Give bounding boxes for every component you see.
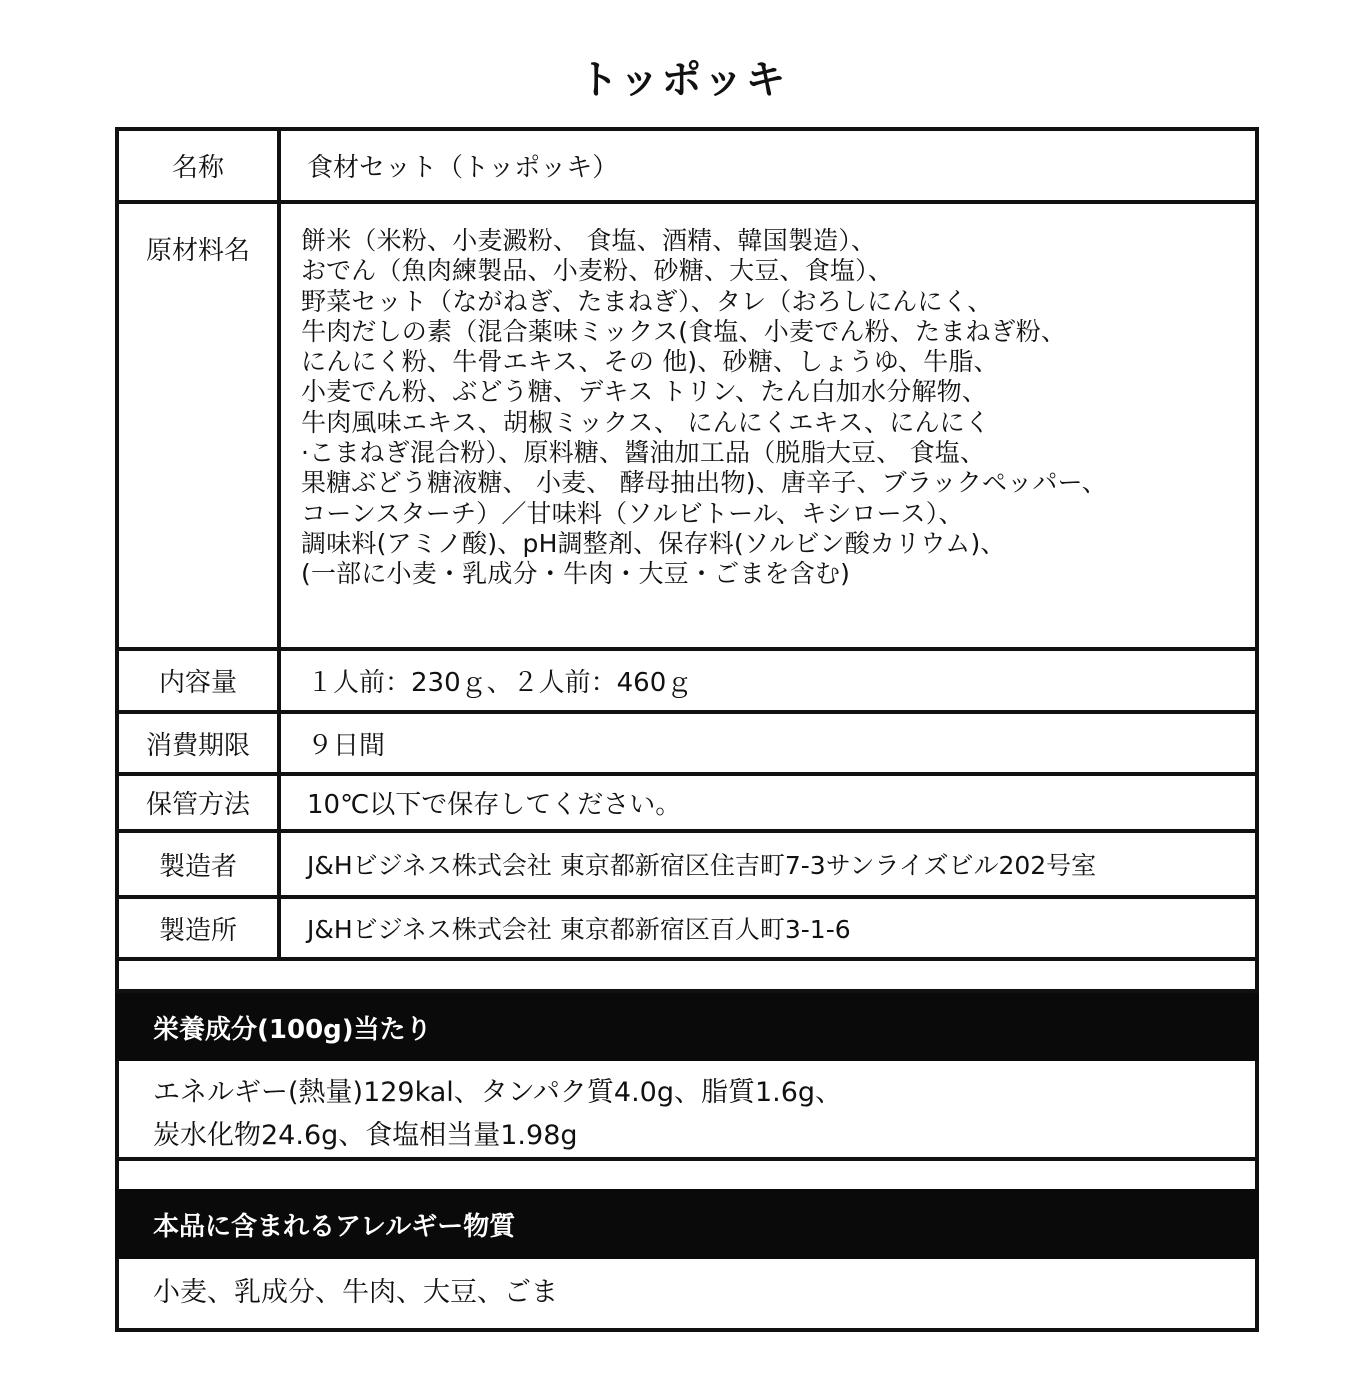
- ingredient-list: [301, 226, 1107, 590]
- ingredient-line: (一部に小麦・乳成分・牛肉・大豆・ごまを含む): [301, 559, 851, 589]
- row-expiry: [119, 714, 1255, 776]
- nutrition-heading: 栄養成分(100g)当たり: [115, 993, 1259, 1061]
- row-name-label: 名称: [119, 131, 281, 200]
- row-ingredients: [119, 204, 1255, 651]
- ingredient-line: 小麦でん粉、ぶどう糖、デキス トリン、たん白加水分解物、: [301, 377, 988, 407]
- row-factory: [119, 899, 1255, 961]
- row-storage: [119, 776, 1255, 833]
- ingredient-line: ·こまねぎ混合粉）、原料糖、醬油加工品（脱脂大豆、 食塩、: [301, 438, 986, 468]
- row-factory-value: J&Hビジネス株式会社 東京都新宿区百人町3-1-6: [307, 915, 851, 944]
- allergen-heading: 本品に含まれるアレルギー物質: [115, 1189, 1259, 1259]
- row-name-value: 食材セット（トッポッキ）: [307, 153, 619, 183]
- ingredient-line: 牛肉だしの素（混合薬味ミックス(食塩、小麦でん粉、たまねぎ粉、: [301, 316, 1067, 346]
- row-manufacturer-label: 製造者: [119, 833, 281, 895]
- label-table: [115, 127, 1259, 1332]
- ingredient-line: コーンスターチ）／甘味料（ソルビトール、キシロース）、: [301, 498, 964, 528]
- ingredient-line: おでん（魚肉練製品、小麦粉、砂糖、大豆、食塩）、: [301, 256, 894, 286]
- row-manufacturer: [119, 833, 1255, 899]
- row-quantity: [119, 651, 1255, 714]
- ingredient-line: 餅米（米粉、小麦澱粉、 食塩、酒精、韓国製造）、: [301, 226, 877, 255]
- ingredient-line: 果糖ぶどう糖液糖、 小麦、 酵母抽出物)、唐辛子、ブラックペッパー、: [301, 468, 1107, 498]
- row-quantity-label: 内容量: [119, 651, 281, 710]
- ingredient-line: 牛肉風味エキス、胡椒ミックス、 にんにくエキス、にんにく: [301, 407, 991, 437]
- ingredient-line: 野菜セット（ながねぎ、たまねぎ）、タレ（おろしにんにく、: [301, 286, 993, 316]
- nutrition-line: 炭水化物24.6g、食塩相当量1.98g: [153, 1120, 578, 1151]
- ingredient-line: にんにく粉、牛骨エキス、その 他)、砂糖、しょうゆ、牛脂、: [301, 347, 999, 377]
- spacer: [119, 1131, 1255, 1161]
- row-storage-value: 10℃以下で保存してください。: [307, 790, 682, 820]
- row-name: [119, 131, 1255, 204]
- row-quantity-value: １人前：230ｇ、２人前：460ｇ: [307, 668, 693, 698]
- row-manufacturer-value: J&Hビジネス株式会社 東京都新宿区住吉町7-3サンライズビル202号室: [307, 851, 1097, 880]
- row-ingredients-value: [281, 204, 1255, 647]
- allergen-list: [119, 1271, 1255, 1327]
- page-title: トッポッキ: [578, 57, 788, 103]
- ingredient-line: 調味料(アミノ酸)、pH調整剤、保存料(ソルビン酸カリウム)、: [301, 528, 1006, 558]
- row-expiry-value: ９日間: [307, 730, 386, 761]
- row-ingredients-label: 原材料名: [119, 204, 281, 647]
- spacer: [119, 961, 1255, 993]
- row-expiry-label: 消費期限: [119, 714, 281, 772]
- nutrition-line: エネルギー(熱量)129kal、タンパク質4.0g、脂質1.6g、: [153, 1077, 843, 1108]
- row-storage-label: 保管方法: [119, 776, 281, 829]
- allergen-value: 小麦、乳成分、牛肉、大豆、ごま: [153, 1277, 558, 1308]
- row-factory-label: 製造所: [119, 899, 281, 957]
